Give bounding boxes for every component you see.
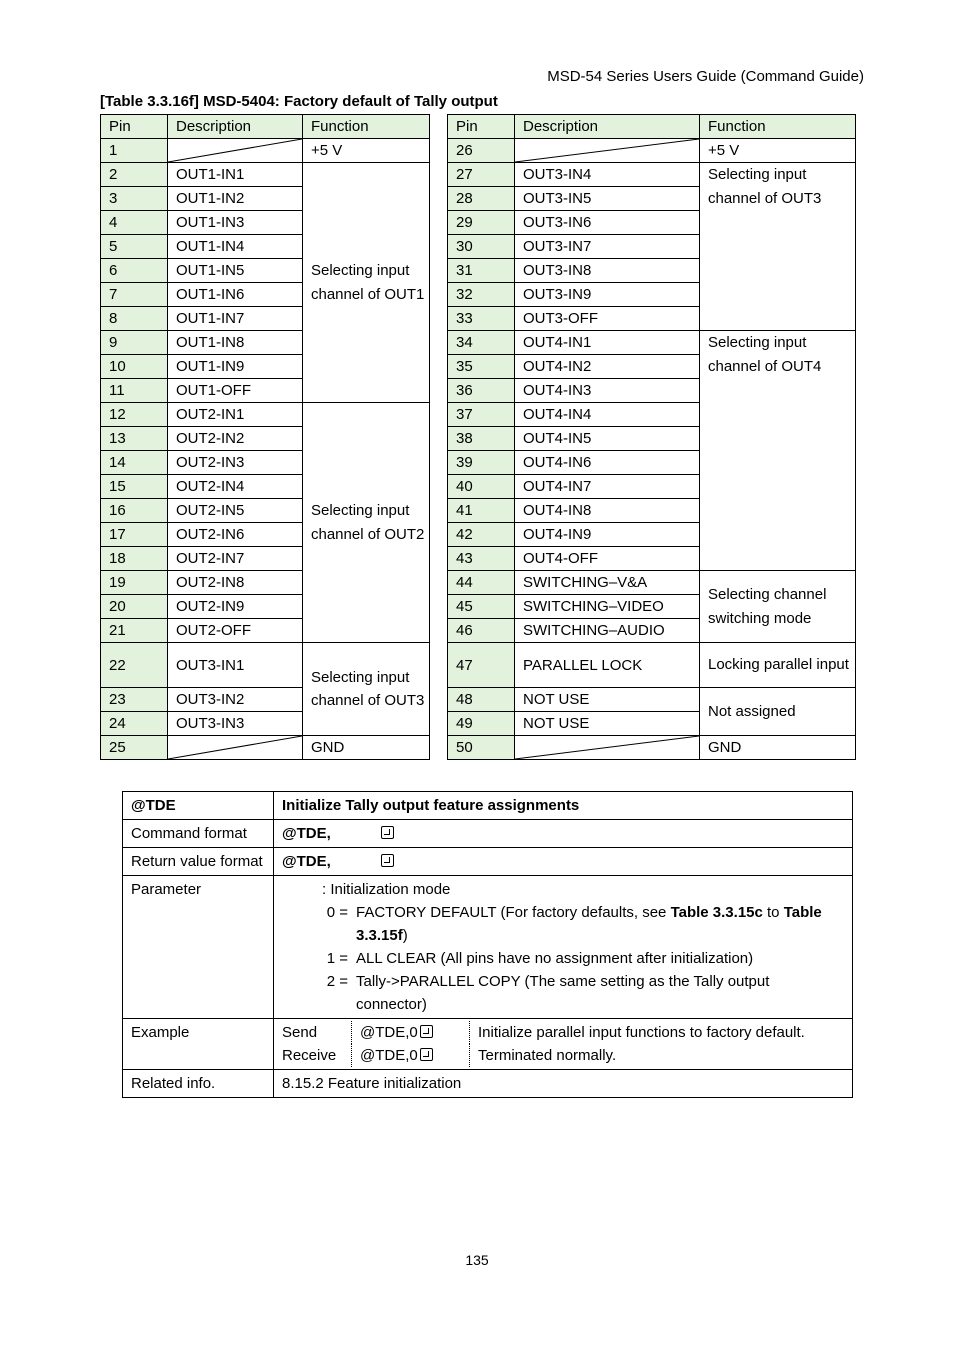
function-cell: Selecting input channel of OUT2 (303, 403, 430, 643)
pin-description: OUT2-IN3 (168, 451, 303, 475)
pin-description: OUT1-IN9 (168, 355, 303, 379)
pin-description: OUT2-IN5 (168, 499, 303, 523)
table-row (448, 163, 856, 187)
pin-number: 43 (448, 547, 515, 571)
command-format-label: Command format (123, 820, 274, 848)
col-header-description: Description (168, 115, 303, 139)
pin-description: OUT2-IN6 (168, 523, 303, 547)
pin-number: 18 (101, 547, 168, 571)
function-cell: +5 V (303, 139, 430, 163)
empty-description-cell (515, 139, 700, 163)
pin-description: OUT2-IN7 (168, 547, 303, 571)
pin-number: 4 (101, 211, 168, 235)
pin-number: 20 (101, 595, 168, 619)
pin-number: 6 (101, 259, 168, 283)
pin-number: 37 (448, 403, 515, 427)
return-key-icon (420, 1048, 433, 1061)
pin-description: OUT4-IN8 (515, 499, 700, 523)
col-header-pin: Pin (448, 115, 515, 139)
col-header-description: Description (515, 115, 700, 139)
left-pin-table (100, 114, 430, 760)
example-cell (274, 1019, 853, 1070)
pin-description: OUT3-IN5 (515, 187, 700, 211)
pin-number: 46 (448, 619, 515, 643)
parameter-option (282, 901, 844, 947)
pin-description: NOT USE (515, 712, 700, 736)
pin-number: 49 (448, 712, 515, 736)
function-cell: Selecting input channel of OUT3 (303, 643, 430, 736)
function-cell: Selecting channel switching mode (700, 571, 856, 643)
pin-number: 21 (101, 619, 168, 643)
col-header-function: Function (303, 115, 430, 139)
table-row (101, 736, 430, 760)
command-format-value: @TDE, (282, 825, 331, 842)
example-label: Example (123, 1019, 274, 1070)
pin-description: OUT2-IN4 (168, 475, 303, 499)
pin-number: 28 (448, 187, 515, 211)
table-row (101, 139, 430, 163)
pin-number: 39 (448, 451, 515, 475)
parameter-text: ALL CLEAR (All pins have no assignment after initialization) (356, 950, 754, 967)
pin-number: 45 (448, 595, 515, 619)
command-format-cell (274, 820, 853, 848)
pin-number: 50 (448, 736, 515, 760)
table-row (448, 643, 856, 688)
parameter-option (282, 970, 844, 1016)
pin-description: OUT3-IN8 (515, 259, 700, 283)
pin-description: OUT1-IN1 (168, 163, 303, 187)
pin-number: 12 (101, 403, 168, 427)
table-row (448, 331, 856, 355)
return-value-value: @TDE, (282, 853, 331, 870)
pin-description: OUT3-IN2 (168, 688, 303, 712)
pin-description: OUT1-IN2 (168, 187, 303, 211)
related-info-row (123, 1070, 853, 1098)
return-value-cell (274, 848, 853, 876)
related-info-label: Related info. (123, 1070, 274, 1098)
command-header-row (123, 792, 853, 820)
example-command: @TDE,0 (352, 1044, 470, 1067)
pin-description: OUT1-OFF (168, 379, 303, 403)
function-cell: GND (700, 736, 856, 760)
parameter-label: Parameter (123, 876, 274, 1019)
parameter-option (282, 947, 844, 970)
related-info-value: 8.15.2 Feature initialization (274, 1070, 853, 1098)
return-key-icon (420, 1025, 433, 1038)
pin-number: 8 (101, 307, 168, 331)
pin-number: 17 (101, 523, 168, 547)
table-row (448, 139, 856, 163)
pin-number: 32 (448, 283, 515, 307)
pin-description: OUT4-OFF (515, 547, 700, 571)
function-cell: Selecting input channel of OUT4 (700, 331, 856, 571)
pin-description: OUT2-IN8 (168, 571, 303, 595)
function-cell: Selecting input channel of OUT3 (700, 163, 856, 331)
pin-description: PARALLEL LOCK (515, 643, 700, 688)
pin-description: OUT2-OFF (168, 619, 303, 643)
return-key-icon (381, 826, 394, 839)
pin-number: 48 (448, 688, 515, 712)
pin-number: 47 (448, 643, 515, 688)
example-grid (282, 1021, 844, 1067)
pin-number: 24 (101, 712, 168, 736)
pin-description: OUT1-IN3 (168, 211, 303, 235)
pin-description: OUT1-IN7 (168, 307, 303, 331)
pin-number: 5 (101, 235, 168, 259)
pin-number: 10 (101, 355, 168, 379)
return-value-label: Return value format (123, 848, 274, 876)
pin-number: 11 (101, 379, 168, 403)
pin-number: 9 (101, 331, 168, 355)
parameter-row (123, 876, 853, 1019)
function-cell: +5 V (700, 139, 856, 163)
table-caption: [Table 3.3.16f] MSD-5404: Factory default of Tally output (100, 93, 498, 110)
pin-number: 14 (101, 451, 168, 475)
page-header: MSD-54 Series Users Guide (Command Guide) (547, 68, 864, 85)
pin-number: 29 (448, 211, 515, 235)
parameter-text: Tally->PARALLEL COPY (The same setting as the Tally output connector) (356, 973, 770, 1013)
pin-number: 34 (448, 331, 515, 355)
return-value-row (123, 848, 853, 876)
pin-number: 15 (101, 475, 168, 499)
parameter-key: 0 = (326, 904, 348, 921)
pin-description: OUT4-IN2 (515, 355, 700, 379)
pin-description: OUT4-IN3 (515, 379, 700, 403)
return-key-icon (381, 854, 394, 867)
pin-description: OUT1-IN4 (168, 235, 303, 259)
pin-description: NOT USE (515, 688, 700, 712)
col-header-pin: Pin (101, 115, 168, 139)
pin-number: 42 (448, 523, 515, 547)
pin-number: 38 (448, 427, 515, 451)
pin-number: 7 (101, 283, 168, 307)
pin-description: OUT3-OFF (515, 307, 700, 331)
table-row (101, 643, 430, 688)
pin-number: 1 (101, 139, 168, 163)
pin-description: OUT1-IN5 (168, 259, 303, 283)
pin-number: 25 (101, 736, 168, 760)
pin-number: 35 (448, 355, 515, 379)
pin-number: 31 (448, 259, 515, 283)
pin-description: OUT4-IN4 (515, 403, 700, 427)
command-title: Initialize Tally output feature assignments (274, 792, 853, 820)
pin-number: 3 (101, 187, 168, 211)
table-row (448, 688, 856, 712)
pin-number: 23 (101, 688, 168, 712)
pin-description: OUT3-IN4 (515, 163, 700, 187)
empty-description-cell (168, 139, 303, 163)
example-note: Initialize parallel input functions to factory default. (478, 1024, 805, 1041)
example-note: Terminated normally. (478, 1047, 617, 1064)
pin-number: 33 (448, 307, 515, 331)
parameter-text: FACTORY DEFAULT (For factory defaults, see Table 3.3.15c to Table 3.3.15f) (356, 904, 822, 944)
pin-number: 30 (448, 235, 515, 259)
pin-description: OUT3-IN7 (515, 235, 700, 259)
function-cell: Selecting input channel of OUT1 (303, 163, 430, 403)
empty-description-cell (168, 736, 303, 760)
table-row (101, 403, 430, 427)
table-row (101, 163, 430, 187)
table-row (448, 571, 856, 595)
col-header-function: Function (700, 115, 856, 139)
pin-number: 41 (448, 499, 515, 523)
right-pin-table (447, 114, 856, 760)
parameter-intro: : Initialization mode (322, 881, 451, 898)
pin-number: 16 (101, 499, 168, 523)
parameter-key: 1 = (326, 950, 348, 967)
parameter-key: 2 = (326, 973, 348, 990)
pin-number: 26 (448, 139, 515, 163)
pin-description: OUT4-IN5 (515, 427, 700, 451)
pin-number: 44 (448, 571, 515, 595)
function-cell: GND (303, 736, 430, 760)
command-table (122, 791, 853, 1098)
pin-description: OUT4-IN7 (515, 475, 700, 499)
pin-number: 36 (448, 379, 515, 403)
pin-number: 2 (101, 163, 168, 187)
pin-description: OUT2-IN1 (168, 403, 303, 427)
pin-number: 27 (448, 163, 515, 187)
pin-description: OUT3-IN6 (515, 211, 700, 235)
pin-description: OUT2-IN2 (168, 427, 303, 451)
pin-number: 22 (101, 643, 168, 688)
pin-description: SWITCHING–VIDEO (515, 595, 700, 619)
pin-description: SWITCHING–V&A (515, 571, 700, 595)
example-direction: Receive (282, 1044, 352, 1067)
pin-description: OUT4-IN9 (515, 523, 700, 547)
pin-description: OUT2-IN9 (168, 595, 303, 619)
page-number: 135 (465, 1252, 489, 1268)
example-direction: Send (282, 1021, 352, 1044)
function-cell: Not assigned (700, 688, 856, 736)
pin-description: OUT3-IN3 (168, 712, 303, 736)
pin-description: OUT3-IN9 (515, 283, 700, 307)
parameter-cell (274, 876, 853, 1019)
pin-description: SWITCHING–AUDIO (515, 619, 700, 643)
pin-description: OUT1-IN6 (168, 283, 303, 307)
example-command: @TDE,0 (352, 1021, 470, 1044)
pin-number: 19 (101, 571, 168, 595)
command-format-row (123, 820, 853, 848)
command-name: @TDE (123, 792, 274, 820)
table-row (448, 736, 856, 760)
pin-description: OUT4-IN1 (515, 331, 700, 355)
pin-number: 13 (101, 427, 168, 451)
pin-description: OUT1-IN8 (168, 331, 303, 355)
empty-description-cell (515, 736, 700, 760)
example-row (123, 1019, 853, 1070)
function-cell: Locking parallel input (700, 643, 856, 688)
pin-description: OUT4-IN6 (515, 451, 700, 475)
pin-number: 40 (448, 475, 515, 499)
pin-description: OUT3-IN1 (168, 643, 303, 688)
